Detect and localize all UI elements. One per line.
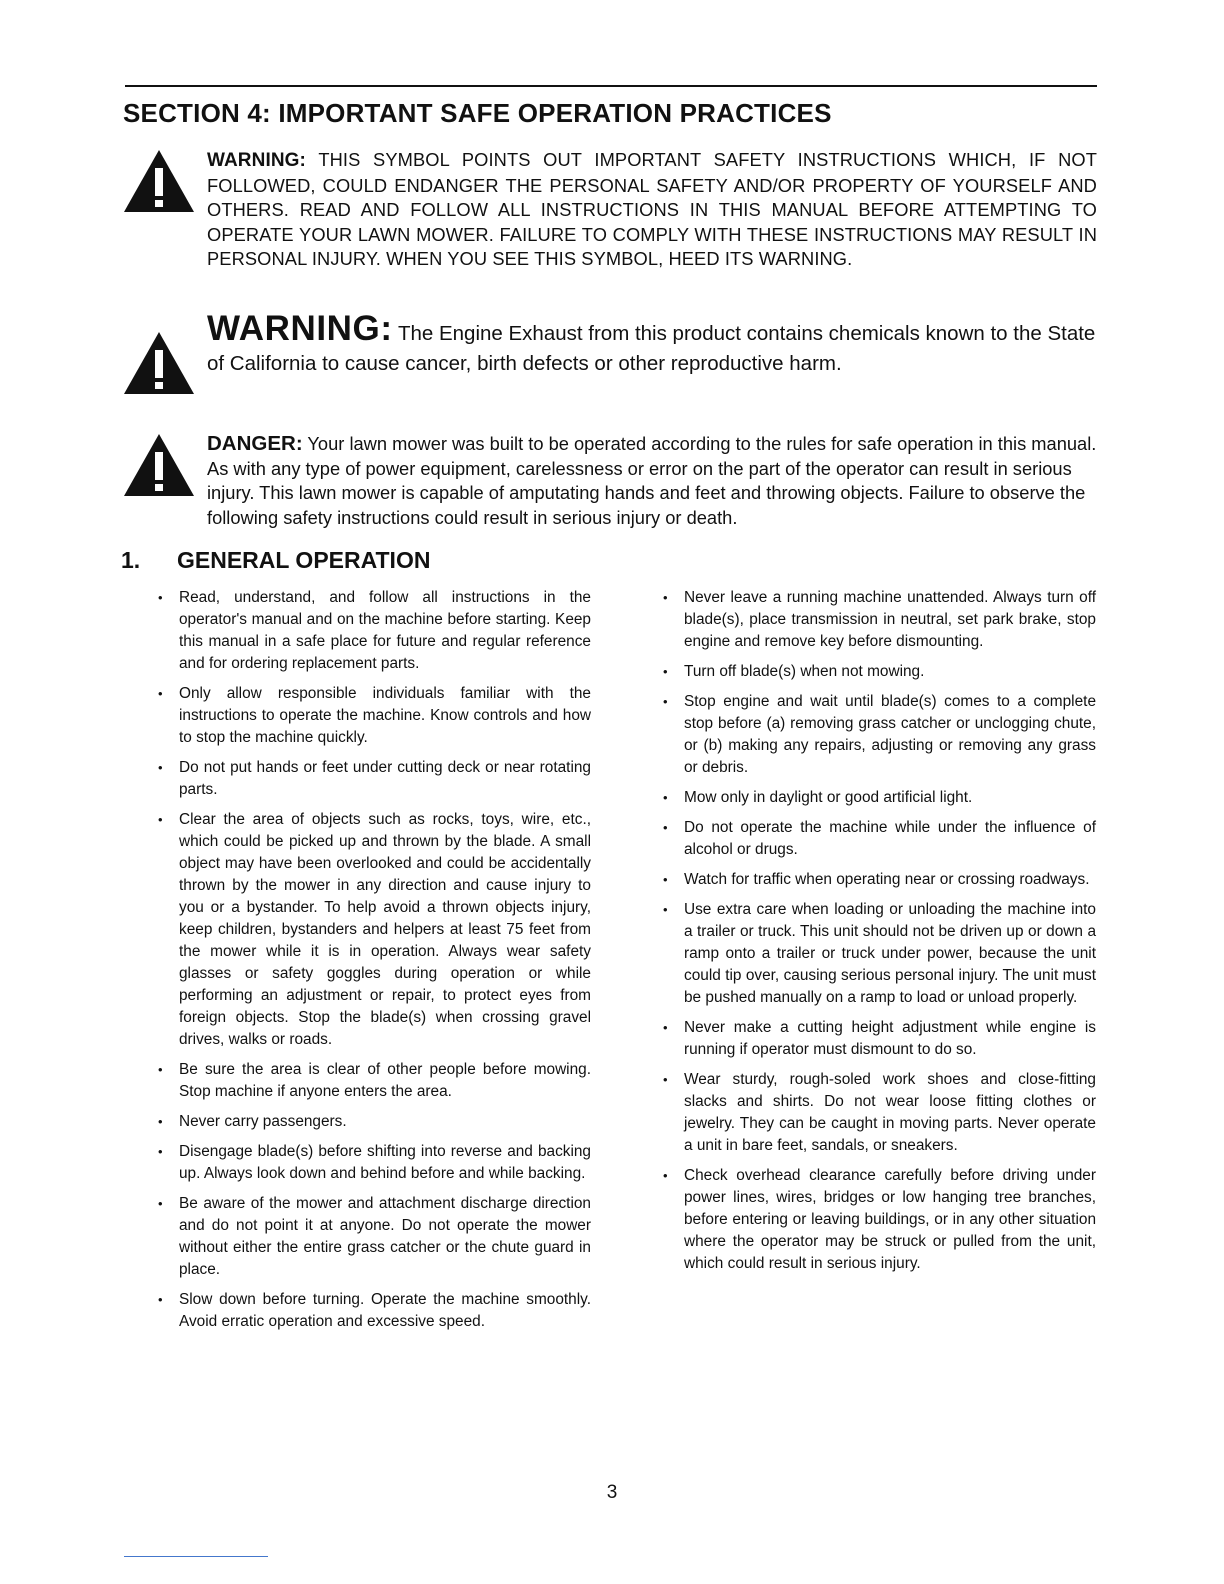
list-item: • Mow only in daylight or good artificial light. (684, 787, 1096, 809)
list-item: • Check overhead clearance carefully before driving under power lines, wires, bridges or low hanging tree branches, before entering or leaving buildings, or in any other situation where the operator may be struck or pulled from the unit, which could result in serious injury. (684, 1165, 1096, 1275)
page-number: 3 (606, 1482, 618, 1503)
section-title: SECTION 4: IMPORTANT SAFE OPERATION PRACTICES (123, 98, 832, 128)
warning-lead: WARNING: (207, 150, 306, 171)
warning-text: The Engine Exhaust from this product contains chemicals known to the State of California to cause cancer, birth defects or other reproductive harm. (207, 322, 1096, 375)
list-item: • Disengage blade(s) before shifting into reverse and backing up. Always look down and behind before and while backing. (179, 1141, 591, 1185)
list-item: • Clear the area of objects such as rocks, toys, wire, etc., which could be picked up and thrown by the blade. A small object may have been overlooked and could be accidentally thrown by the mower in any direction and cause injury to you or a bystander. To help avoid a thrown objects injury, keep children, bystanders and helpers at least 75 feet from the mower while it is in operation. Always wear safety glasses or safety goggles during operation or while performing an adjustment or repair, to protect eyes from foreign objects. Stop the blade(s) when crossing gravel drives, walks or roads. (179, 809, 591, 1051)
danger-notice (122, 432, 1097, 530)
warning-california (122, 309, 1097, 379)
subsection-title (121, 547, 430, 574)
danger-lead: DANGER: (207, 432, 303, 455)
list-item: • Turn off blade(s) when not mowing. (684, 661, 1096, 683)
warning-text: THIS SYMBOL POINTS OUT IMPORTANT SAFETY INSTRUCTIONS WHICH, IF NOT FOLLOWED, COULD ENDANGER THE PERSONAL SAFETY AND/OR PROPERTY OF YOURSELF AND OTHERS. READ AND FOLLOW ALL INSTRUCTIONS IN THIS MANUAL BEFORE ATTEMPTING TO OPERATE YOUR LAWN MOWER. FAILURE TO COMPLY WITH THESE INSTRUCTIONS MAY RESULT IN PERSONAL INJURY. WHEN YOU SEE THIS SYMBOL, HEED ITS WARNING. (207, 149, 1097, 269)
list-item: • Do not operate the machine while under the influence of alcohol or drugs. (684, 817, 1096, 861)
list-item: • Be sure the area is clear of other people before mowing. Stop machine if anyone enters the area. (179, 1059, 591, 1103)
list-item: • Stop engine and wait until blade(s) comes to a complete stop before (a) removing grass catcher or unclogging chute, or (b) making any repairs, adjusting or removing any grass or debris. (684, 691, 1096, 779)
list-item: • Wear sturdy, rough-soled work shoes and close-fitting slacks and shirts. Do not wear loose fitting clothes or jewelry. They can be caught in moving parts. Never operate a unit in bare feet, sandals, or sneakers. (684, 1069, 1096, 1157)
list-item: • Only allow responsible individuals familiar with the instructions to operate the machine. Know controls and how to stop the machine quickly. (179, 683, 591, 749)
warning-triangle-icon (122, 148, 196, 214)
warning-triangle-icon (122, 330, 196, 396)
warning-triangle-icon (122, 432, 196, 498)
top-rule (125, 85, 1097, 87)
list-item: • Watch for traffic when operating near or crossing roadways. (684, 869, 1096, 891)
list-item: • Never carry passengers. (179, 1111, 591, 1133)
subsection-title-text: GENERAL OPERATION (177, 547, 431, 573)
warning-safety-symbol (122, 148, 1097, 272)
footnote-rule (124, 1556, 268, 1557)
list-item: • Read, understand, and follow all instructions in the operator's manual and on the machine before starting. Keep this manual in a safe place for future and regular reference and for ordering replacement parts. (179, 587, 591, 675)
left-column-list (179, 587, 591, 1341)
list-item: • Do not put hands or feet under cutting deck or near rotating parts. (179, 757, 591, 801)
list-item: • Slow down before turning. Operate the machine smoothly. Avoid erratic operation and excessive speed. (179, 1289, 591, 1333)
list-item: • Use extra care when loading or unloading the machine into a trailer or truck. This unit should not be driven up or down a ramp onto a trailer or truck under power, because the unit could tip over, causing serious personal injury. The unit must be pushed manually on a ramp to load or unload properly. (684, 899, 1096, 1009)
list-item: • Be aware of the mower and attachment discharge direction and do not point it at anyone. Do not operate the mower without either the entire grass catcher or the chute guard in place. (179, 1193, 591, 1281)
right-column-list (684, 587, 1096, 1283)
list-item: • Never make a cutting height adjustment while engine is running if operator must dismount to do so. (684, 1017, 1096, 1061)
danger-text: Your lawn mower was built to be operated according to the rules for safe operation in this manual. As with any type of power equipment, carelessness or error on the part of the operator can result in serious injury. This lawn mower is capable of amputating hands and feet and throwing objects. Failure to observe the following safety instructions could result in serious injury or death. (207, 433, 1097, 528)
list-item: • Never leave a running machine unattended. Always turn off blade(s), place transmission in neutral, set park brake, stop engine and remove key before dismounting. (684, 587, 1096, 653)
warning-lead: WARNING: (207, 309, 393, 348)
subsection-number: 1. (121, 547, 141, 573)
